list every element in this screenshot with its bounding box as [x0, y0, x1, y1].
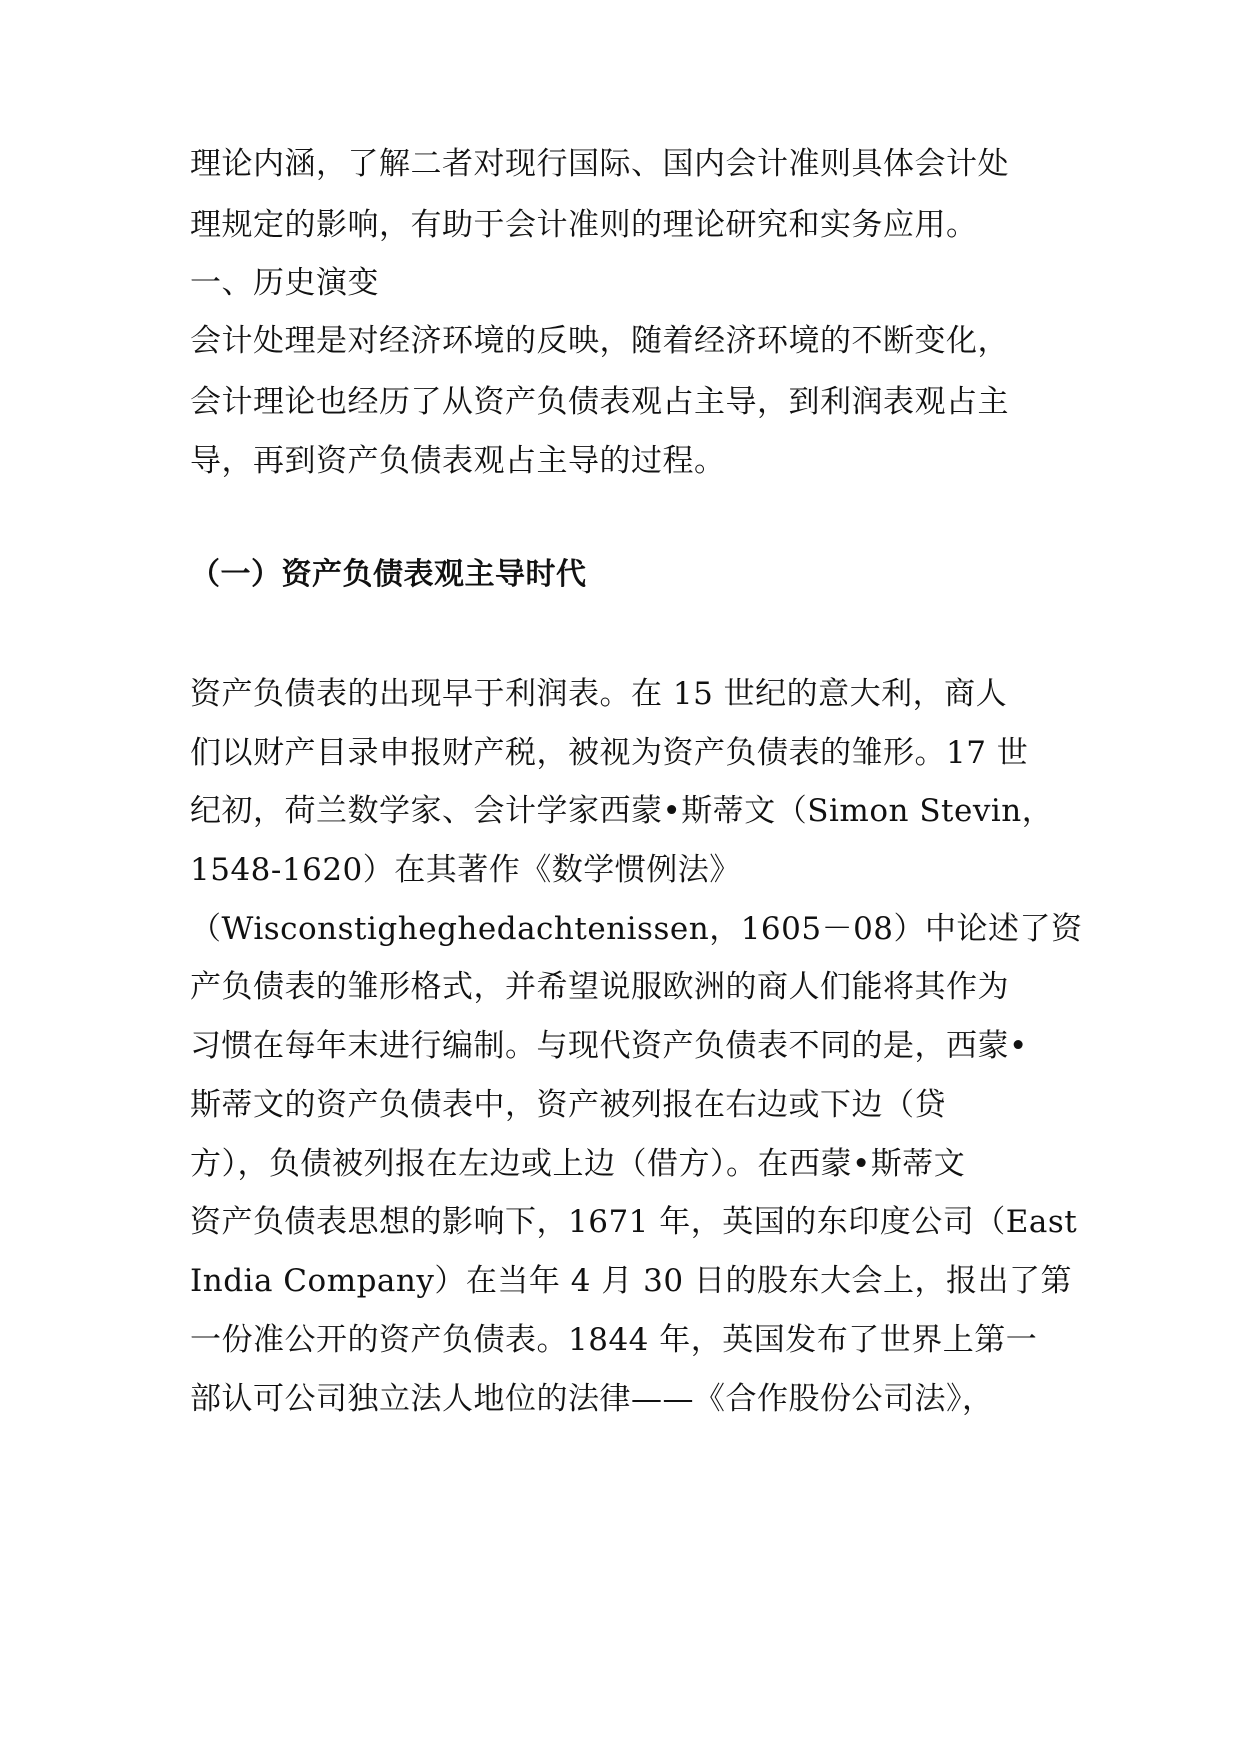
- subsection-heading: （一）资产负债表观主导时代: [190, 557, 587, 592]
- body-line-12: 一份准公开的资产负债表。1844 年，英国发布了世界上第一: [190, 1322, 1038, 1358]
- body-line-6: 产负债表的雏形格式，并希望说服欧洲的商人们能将其作为: [190, 969, 1009, 1005]
- section-paragraph-line-3: 导，再到资产负债表观占主导的过程。: [190, 443, 726, 479]
- body-line-8: 斯蒂文的资产负债表中，资产被列报在右边或下边（贷: [190, 1087, 946, 1123]
- body-line-7: 习惯在每年末进行编制。与现代资产负债表不同的是，西蒙•: [190, 1028, 1028, 1064]
- section-heading: 一、历史演变: [190, 265, 379, 301]
- body-line-2: 们以财产目录申报财产税，被视为资产负债表的雏形。17 世: [190, 735, 1029, 771]
- body-line-9: 方），负债被列报在左边或上边（借方）。在西蒙•斯蒂文: [190, 1146, 966, 1182]
- intro-line-2: 理规定的影响，有助于会计准则的理论研究和实务应用。: [190, 207, 978, 243]
- intro-line-1: 理论内涵，了解二者对现行国际、国内会计准则具体会计处: [190, 146, 1009, 182]
- body-line-3: 纪初，荷兰数学家、会计学家西蒙•斯蒂文（Simon Stevin，: [190, 793, 1054, 829]
- body-line-5: （Wisconstigheghedachtenissen，1605－08）中论述了资: [190, 911, 1083, 947]
- section-paragraph-line-2: 会计理论也经历了从资产负债表观占主导，到利润表观占主: [190, 384, 1009, 420]
- section-paragraph-line-1: 会计处理是对经济环境的反映，随着经济环境的不断变化，: [190, 323, 1009, 359]
- body-line-10: 资产负债表思想的影响下，1671 年，英国的东印度公司（East: [190, 1204, 1078, 1240]
- body-line-1: 资产负债表的出现早于利润表。在 15 世纪的意大利，商人: [190, 676, 1008, 712]
- body-line-11: India Company）在当年 4 月 30 日的股东大会上，报出了第: [190, 1263, 1072, 1299]
- body-line-4: 1548-1620）在其著作《数学惯例法》: [190, 852, 741, 888]
- body-line-13: 部认可公司独立法人地位的法律——《合作股份公司法》，: [190, 1381, 994, 1417]
